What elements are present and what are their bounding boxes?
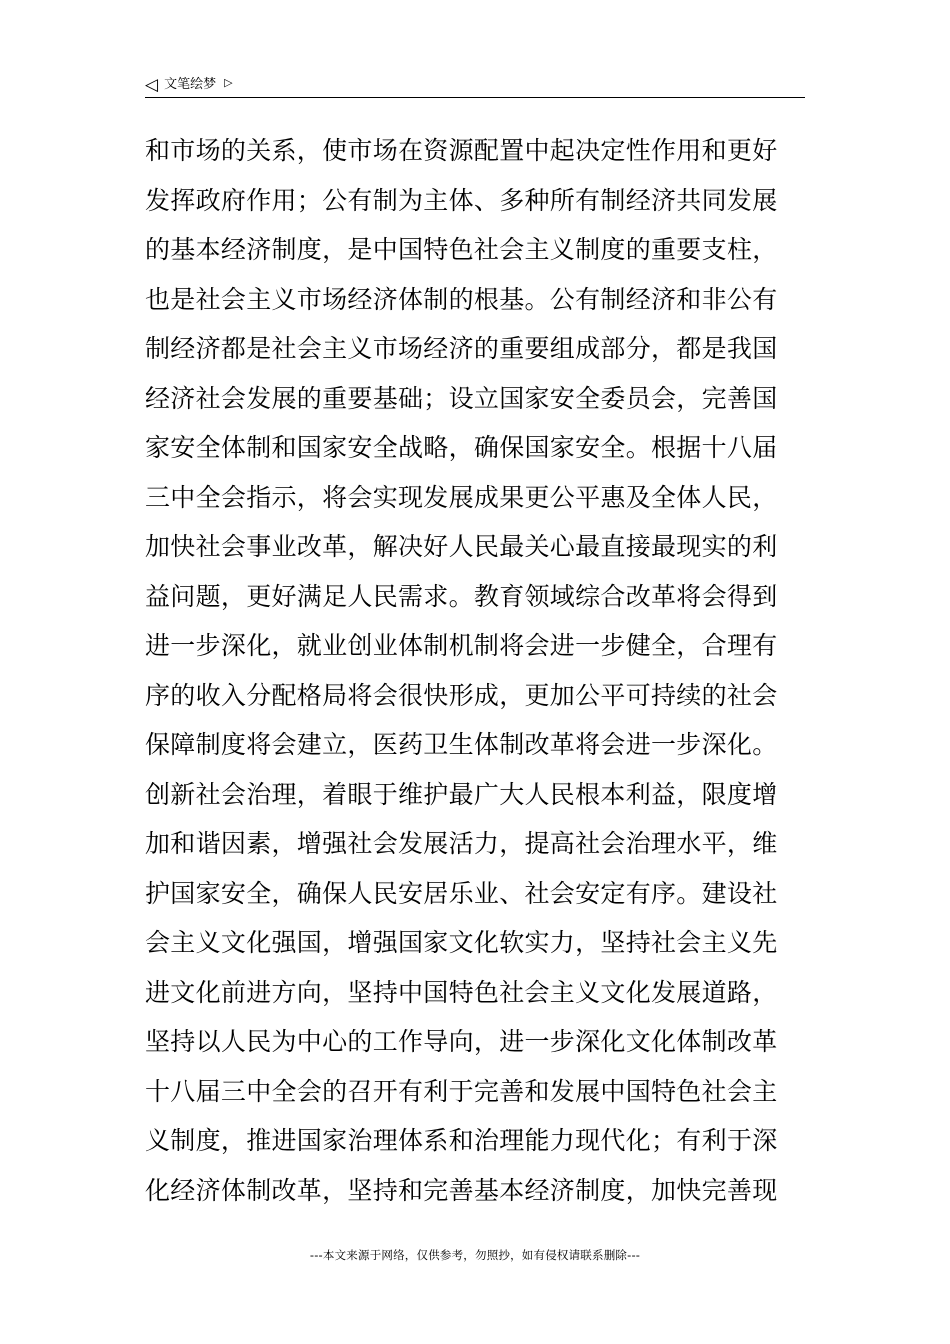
body-line: 进一步深化，就业创业体制机制将会进一步健全，合理有 <box>145 631 778 660</box>
body-line: 加快社会事业改革，解决好人民最关心最直接最现实的利 <box>145 532 778 561</box>
body-line: 创新社会治理，着眼于维护最广大人民根本利益，限度增 <box>145 779 778 809</box>
body-line: 加和谐因素，增强社会发展活力，提高社会治理水平，维 <box>145 829 778 858</box>
body-line: 三中全会指示，将会实现发展成果更公平惠及全体人民， <box>145 482 778 512</box>
body-line: 也是社会主义市场经济体制的根基。公有制经济和非公有 <box>145 284 778 314</box>
body-line: 家安全体制和国家安全战略，确保国家安全。根据十八届 <box>145 433 778 462</box>
footer-disclaimer: ---本文来源于网络，仅供参考，勿照抄，如有侵权请联系删除--- <box>309 1248 641 1262</box>
body-line: 发挥政府作用；公有制为主体、多种所有制经济共同发展 <box>145 185 778 215</box>
triangle-left-icon: ◁ <box>145 75 159 95</box>
body-line: 益问题，更好满足人民需求。教育领域综合改革将会得到 <box>145 581 778 611</box>
body-line: 护国家安全，确保人民安居乐业、社会安定有序。建设社 <box>145 878 778 908</box>
header-title: 文笔绘梦 <box>164 77 217 92</box>
body-line: 会主义文化强国，增强国家文化软实力，坚持社会主义先 <box>145 928 778 957</box>
body-line: 的基本经济制度，是中国特色社会主义制度的重要支柱， <box>145 235 778 264</box>
triangle-right-icon: ▷ <box>224 76 233 89</box>
body-line: 经济社会发展的重要基础；设立国家安全委员会，完善国 <box>145 383 778 413</box>
body-line: 十八届三中全会的召开有利于完善和发展中国特色社会主 <box>145 1076 778 1106</box>
page-header <box>145 74 233 96</box>
body-line: 和市场的关系，使市场在资源配置中起决定性作用和更好 <box>145 136 778 165</box>
document-body <box>145 126 810 1215</box>
body-line: 坚持以人民为中心的工作导向，进一步深化文化体制改革 <box>145 1027 778 1056</box>
header-divider <box>145 97 805 98</box>
body-line: 保障制度将会建立，医药卫生体制改革将会进一步深化。 <box>145 730 778 759</box>
body-line: 化经济体制改革，坚持和完善基本经济制度，加快完善现 <box>145 1175 778 1205</box>
body-line: 义制度，推进国家治理体系和治理能力现代化；有利于深 <box>145 1126 778 1155</box>
body-line: 序的收入分配格局将会很快形成，更加公平可持续的社会 <box>145 680 778 710</box>
body-line: 进文化前进方向，坚持中国特色社会主义文化发展道路， <box>145 977 778 1007</box>
body-line: 制经济都是社会主义市场经济的重要组成部分，都是我国 <box>145 334 778 363</box>
